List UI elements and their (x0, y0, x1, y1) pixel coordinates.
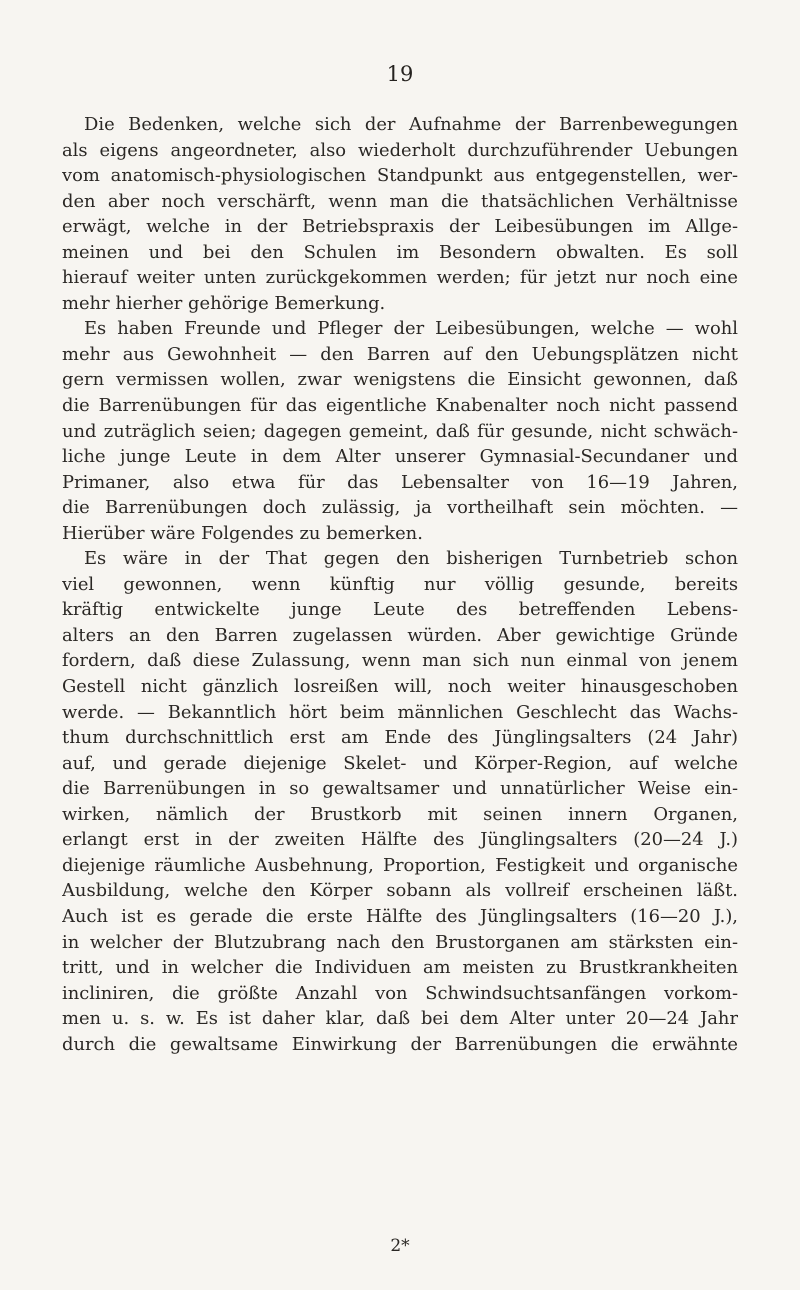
text-line: diejenige räumliche Ausbehnung, Proportion, Festigkeit und organische (62, 854, 738, 876)
text-line: meinen und bei den Schulen im Besondern obwalten. Es soll (62, 241, 738, 263)
text-line: viel gewonnen, wenn künftig nur völlig gesunde, bereits (62, 573, 738, 595)
paragraph-3 (62, 546, 738, 1057)
text-line: Primaner, also etwa für das Lebensalter von 16—19 Jahren, (62, 471, 738, 493)
signature-mark: 2* (390, 1236, 410, 1256)
text-line: die Barrenübungen doch zulässig, ja vortheilhaft sein möchten. — (62, 497, 738, 519)
text-line: hierauf weiter unten zurückgekommen werden; für jetzt nur noch eine (62, 267, 738, 289)
text-line: incliniren, die größte Anzahl von Schwindsuchtsanfängen vorkom- (62, 982, 738, 1004)
page-number: 19 (386, 62, 414, 86)
text-line: liche junge Leute in dem Alter unserer Gymnasial-Secundaner und (62, 446, 738, 468)
text-line: werde. — Bekanntlich hört beim männlichen Geschlecht das Wachs- (62, 701, 738, 723)
text-line: Auch ist es gerade die erste Hälfte des Jünglingsalters (16—20 J.), (62, 905, 738, 927)
text-line: gern vermissen wollen, zwar wenigstens die Einsicht gewonnen, daß (62, 369, 738, 391)
text-line: durch die gewaltsame Einwirkung der Barrenübungen die erwähnte (62, 1033, 738, 1055)
text-line: den aber noch verschärft, wenn man die thatsächlichen Verhältnisse (62, 190, 738, 212)
text-line: erwägt, welche in der Betriebspraxis der Leibesübungen im Allge- (62, 216, 738, 238)
text-line: Es wäre in der That gegen den bisherigen Turnbetrieb schon (84, 548, 738, 570)
text-line: und zuträglich seien; dagegen gemeint, daß für gesunde, nicht schwäch- (62, 420, 738, 442)
text-line: tritt, und in welcher die Individuen am meisten zu Brustkrankheiten (62, 957, 738, 979)
text-line: die Barrenübungen in so gewaltsamer und unnatürlicher Weise ein- (62, 778, 738, 800)
text-line: die Barrenübungen für das eigentliche Knabenalter noch nicht passend (62, 395, 738, 417)
text-line: vom anatomisch-physiologischen Standpunkt aus entgegenstellen, wer- (62, 165, 738, 187)
text-line: mehr aus Gewohnheit — den Barren auf den Uebungsplätzen nicht (62, 343, 738, 365)
text-line: Die Bedenken, welche sich der Aufnahme der Barrenbewegungen (84, 114, 738, 135)
text-line: thum durchschnittlich erst am Ende des Jünglingsalters (24 Jahr) (62, 727, 738, 749)
text-line: in welcher der Blutzubrang nach den Brustorganen am stärksten ein- (62, 931, 738, 953)
text-line: Gestell nicht gänzlich losreißen will, noch weiter hinausgeschoben (62, 676, 738, 698)
text-line: mehr hierher gehörige Bemerkung. (62, 292, 386, 314)
paragraph-1 (62, 112, 738, 316)
body-text (62, 112, 738, 1057)
text-line: Ausbildung, welche den Körper sobann als vollreif erscheinen läßt. (62, 880, 738, 902)
text-line: Es haben Freunde und Pfleger der Leibesübungen, welche — wohl (84, 318, 738, 340)
text-line: Hierüber wäre Folgendes zu bemerken. (62, 522, 423, 544)
text-line: als eigens angeordneter, also wiederholt durchzuführender Uebungen (62, 139, 738, 161)
text-line: auf, und gerade diejenige Skelet- und Körper-Region, auf welche (62, 752, 738, 774)
text-line: wirken, nämlich der Brustkorb mit seinen innern Organen, (62, 803, 738, 825)
text-line: alters an den Barren zugelassen würden. Aber gewichtige Gründe (62, 624, 738, 646)
text-line: kräftig entwickelte junge Leute des betreffenden Lebens- (62, 599, 738, 621)
text-line: erlangt erst in der zweiten Hälfte des Jünglingsalters (20—24 J.) (62, 829, 738, 851)
text-line: fordern, daß diese Zulassung, wenn man sich nun einmal von jenem (62, 650, 738, 672)
text-line: men u. s. w. Es ist daher klar, daß bei dem Alter unter 20—24 Jahr (62, 1008, 738, 1030)
paragraph-2 (62, 316, 738, 546)
